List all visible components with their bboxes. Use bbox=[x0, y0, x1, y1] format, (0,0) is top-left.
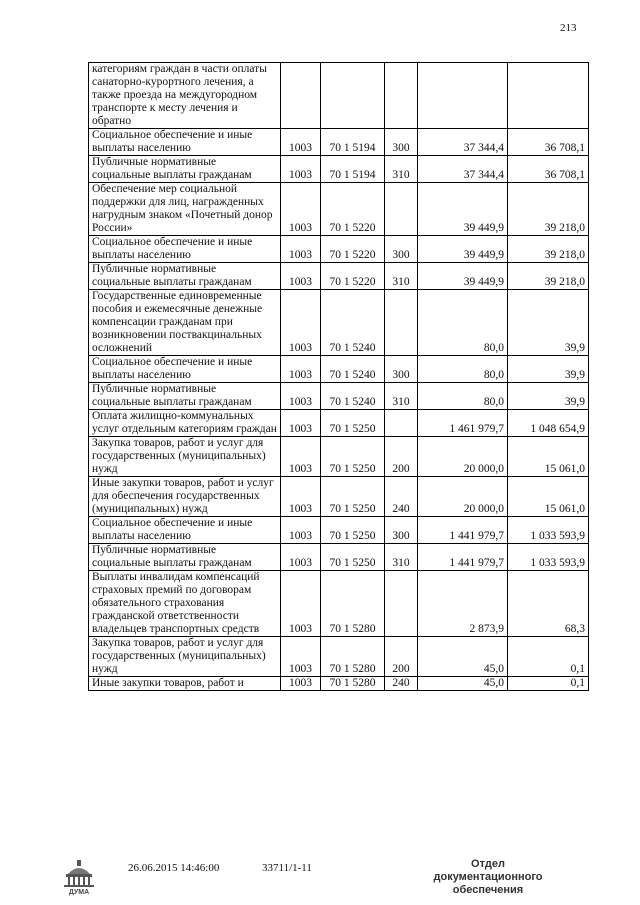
table-row bbox=[89, 129, 589, 156]
row-name-cell: Государственные единовременные пособия и ежемесячные денежные компенсации гражданам при возникновении поствакцинальных осложнений bbox=[89, 290, 281, 356]
row-article-cell: 70 1 5280 bbox=[321, 571, 385, 637]
table-row bbox=[89, 356, 589, 383]
row-section-cell: 1003 bbox=[281, 477, 321, 517]
row-article-cell: 70 1 5280 bbox=[321, 637, 385, 677]
row-section-cell: 1003 bbox=[281, 356, 321, 383]
row-type-cell: 240 bbox=[385, 477, 418, 517]
row-section-cell: 1003 bbox=[281, 571, 321, 637]
row-section-cell: 1003 bbox=[281, 129, 321, 156]
row-planned-amount-cell: 1 441 979,7 bbox=[418, 544, 508, 571]
table-row bbox=[89, 571, 589, 637]
row-name-cell: Социальное обеспечение и иные выплаты населению bbox=[89, 517, 281, 544]
row-section-cell: 1003 bbox=[281, 544, 321, 571]
row-planned-amount-cell: 37 344,4 bbox=[418, 156, 508, 183]
row-section-cell: 1003 bbox=[281, 383, 321, 410]
row-planned-amount-cell: 20 000,0 bbox=[418, 477, 508, 517]
row-name-cell: Социальное обеспечение и иные выплаты населению bbox=[89, 356, 281, 383]
row-article-cell bbox=[321, 63, 385, 129]
row-executed-amount-cell bbox=[508, 63, 589, 129]
row-planned-amount-cell: 39 449,9 bbox=[418, 263, 508, 290]
row-type-cell: 240 bbox=[385, 677, 418, 691]
row-section-cell bbox=[281, 63, 321, 129]
table-row bbox=[89, 263, 589, 290]
row-name-cell: Выплаты инвалидам компенсаций страховых премий по договорам обязательного страхования гражданской ответственности владельцев транспортных средств bbox=[89, 571, 281, 637]
row-article-cell: 70 1 5194 bbox=[321, 129, 385, 156]
row-type-cell: 310 bbox=[385, 383, 418, 410]
table-row bbox=[89, 156, 589, 183]
page-number: 213 bbox=[560, 22, 577, 34]
row-section-cell: 1003 bbox=[281, 437, 321, 477]
table-row bbox=[89, 290, 589, 356]
row-name-cell: Публичные нормативные социальные выплаты гражданам bbox=[89, 263, 281, 290]
row-executed-amount-cell: 1 048 654,9 bbox=[508, 410, 589, 437]
row-section-cell: 1003 bbox=[281, 290, 321, 356]
row-name-cell: Иные закупки товаров, работ и услуг для обеспечения государственных (муниципальных) нужд bbox=[89, 477, 281, 517]
row-planned-amount-cell: 45,0 bbox=[418, 637, 508, 677]
row-planned-amount-cell: 80,0 bbox=[418, 383, 508, 410]
row-executed-amount-cell: 0,1 bbox=[508, 677, 589, 691]
table-row bbox=[89, 63, 589, 129]
row-article-cell: 70 1 5250 bbox=[321, 477, 385, 517]
table-row bbox=[89, 637, 589, 677]
row-planned-amount-cell: 2 873,9 bbox=[418, 571, 508, 637]
row-name-cell: Закупка товаров, работ и услуг для государственных (муниципальных) нужд bbox=[89, 437, 281, 477]
row-executed-amount-cell: 15 061,0 bbox=[508, 437, 589, 477]
footer-department-line2: обеспечения bbox=[452, 884, 524, 896]
table-row bbox=[89, 544, 589, 571]
row-article-cell: 70 1 5240 bbox=[321, 356, 385, 383]
row-type-cell: 300 bbox=[385, 517, 418, 544]
row-section-cell: 1003 bbox=[281, 263, 321, 290]
table-row bbox=[89, 437, 589, 477]
row-executed-amount-cell: 39 218,0 bbox=[508, 183, 589, 236]
row-executed-amount-cell: 36 708,1 bbox=[508, 156, 589, 183]
row-name-cell: Иные закупки товаров, работ и bbox=[89, 677, 281, 691]
table-row bbox=[89, 410, 589, 437]
row-type-cell bbox=[385, 290, 418, 356]
row-executed-amount-cell: 68,3 bbox=[508, 571, 589, 637]
row-executed-amount-cell: 39 218,0 bbox=[508, 263, 589, 290]
row-type-cell bbox=[385, 183, 418, 236]
table-row bbox=[89, 236, 589, 263]
row-type-cell bbox=[385, 63, 418, 129]
row-type-cell: 300 bbox=[385, 236, 418, 263]
row-section-cell: 1003 bbox=[281, 236, 321, 263]
table-row bbox=[89, 517, 589, 544]
row-article-cell: 70 1 5240 bbox=[321, 383, 385, 410]
row-section-cell: 1003 bbox=[281, 410, 321, 437]
row-type-cell: 310 bbox=[385, 156, 418, 183]
row-executed-amount-cell: 39,9 bbox=[508, 356, 589, 383]
row-planned-amount-cell: 80,0 bbox=[418, 356, 508, 383]
row-name-cell: Публичные нормативные социальные выплаты гражданам bbox=[89, 544, 281, 571]
row-name-cell: Публичные нормативные социальные выплаты гражданам bbox=[89, 156, 281, 183]
row-planned-amount-cell: 39 449,9 bbox=[418, 183, 508, 236]
row-planned-amount-cell: 45,0 bbox=[418, 677, 508, 691]
row-type-cell: 200 bbox=[385, 437, 418, 477]
footer-department bbox=[418, 858, 558, 897]
budget-table bbox=[88, 62, 589, 691]
row-section-cell: 1003 bbox=[281, 677, 321, 691]
row-planned-amount-cell: 1 461 979,7 bbox=[418, 410, 508, 437]
row-name-cell: Социальное обеспечение и иные выплаты населению bbox=[89, 129, 281, 156]
row-name-cell: Оплата жилищно-коммунальных услуг отдельным категориям граждан bbox=[89, 410, 281, 437]
row-planned-amount-cell: 37 344,4 bbox=[418, 129, 508, 156]
row-executed-amount-cell: 39 218,0 bbox=[508, 236, 589, 263]
row-type-cell: 310 bbox=[385, 263, 418, 290]
row-type-cell: 200 bbox=[385, 637, 418, 677]
row-article-cell: 70 1 5250 bbox=[321, 517, 385, 544]
row-article-cell: 70 1 5220 bbox=[321, 263, 385, 290]
duma-logo-icon bbox=[58, 858, 100, 896]
row-executed-amount-cell: 36 708,1 bbox=[508, 129, 589, 156]
row-planned-amount-cell: 1 441 979,7 bbox=[418, 517, 508, 544]
row-article-cell: 70 1 5220 bbox=[321, 183, 385, 236]
row-name-cell: Закупка товаров, работ и услуг для государственных (муниципальных) нужд bbox=[89, 637, 281, 677]
row-article-cell: 70 1 5280 bbox=[321, 677, 385, 691]
row-type-cell: 310 bbox=[385, 544, 418, 571]
row-article-cell: 70 1 5250 bbox=[321, 544, 385, 571]
row-planned-amount-cell: 80,0 bbox=[418, 290, 508, 356]
row-section-cell: 1003 bbox=[281, 156, 321, 183]
table-row bbox=[89, 477, 589, 517]
row-executed-amount-cell: 39,9 bbox=[508, 290, 589, 356]
row-planned-amount-cell: 20 000,0 bbox=[418, 437, 508, 477]
row-section-cell: 1003 bbox=[281, 637, 321, 677]
table-row bbox=[89, 183, 589, 236]
row-name-cell: Социальное обеспечение и иные выплаты населению bbox=[89, 236, 281, 263]
footer-department-line1: Отдел документационного bbox=[433, 858, 543, 883]
row-executed-amount-cell: 39,9 bbox=[508, 383, 589, 410]
page-footer bbox=[0, 858, 640, 898]
row-article-cell: 70 1 5220 bbox=[321, 236, 385, 263]
logo-text: ДУМА bbox=[68, 889, 90, 896]
row-section-cell: 1003 bbox=[281, 183, 321, 236]
row-type-cell bbox=[385, 410, 418, 437]
row-name-cell: Публичные нормативные социальные выплаты гражданам bbox=[89, 383, 281, 410]
row-name-cell: Обеспечение мер социальной поддержки для лиц, награжденных нагрудным знаком «Почетный донор России» bbox=[89, 183, 281, 236]
row-executed-amount-cell: 0,1 bbox=[508, 637, 589, 677]
row-article-cell: 70 1 5250 bbox=[321, 410, 385, 437]
row-executed-amount-cell: 1 033 593,9 bbox=[508, 544, 589, 571]
row-type-cell: 300 bbox=[385, 129, 418, 156]
table-row bbox=[89, 383, 589, 410]
row-article-cell: 70 1 5194 bbox=[321, 156, 385, 183]
row-type-cell bbox=[385, 571, 418, 637]
footer-timestamp: 26.06.2015 14:46:00 bbox=[128, 862, 220, 874]
row-article-cell: 70 1 5240 bbox=[321, 290, 385, 356]
footer-doc-number: 33711/1-11 bbox=[262, 862, 312, 874]
row-article-cell: 70 1 5250 bbox=[321, 437, 385, 477]
row-name-cell: категориям граждан в части оплаты санаторно-курортного лечения, а также проезда на междугородном транспорте к месту лечения и обратно bbox=[89, 63, 281, 129]
row-planned-amount-cell: 39 449,9 bbox=[418, 236, 508, 263]
row-executed-amount-cell: 1 033 593,9 bbox=[508, 517, 589, 544]
row-type-cell: 300 bbox=[385, 356, 418, 383]
row-section-cell: 1003 bbox=[281, 517, 321, 544]
row-executed-amount-cell: 15 061,0 bbox=[508, 477, 589, 517]
row-planned-amount-cell bbox=[418, 63, 508, 129]
table-row bbox=[89, 677, 589, 691]
